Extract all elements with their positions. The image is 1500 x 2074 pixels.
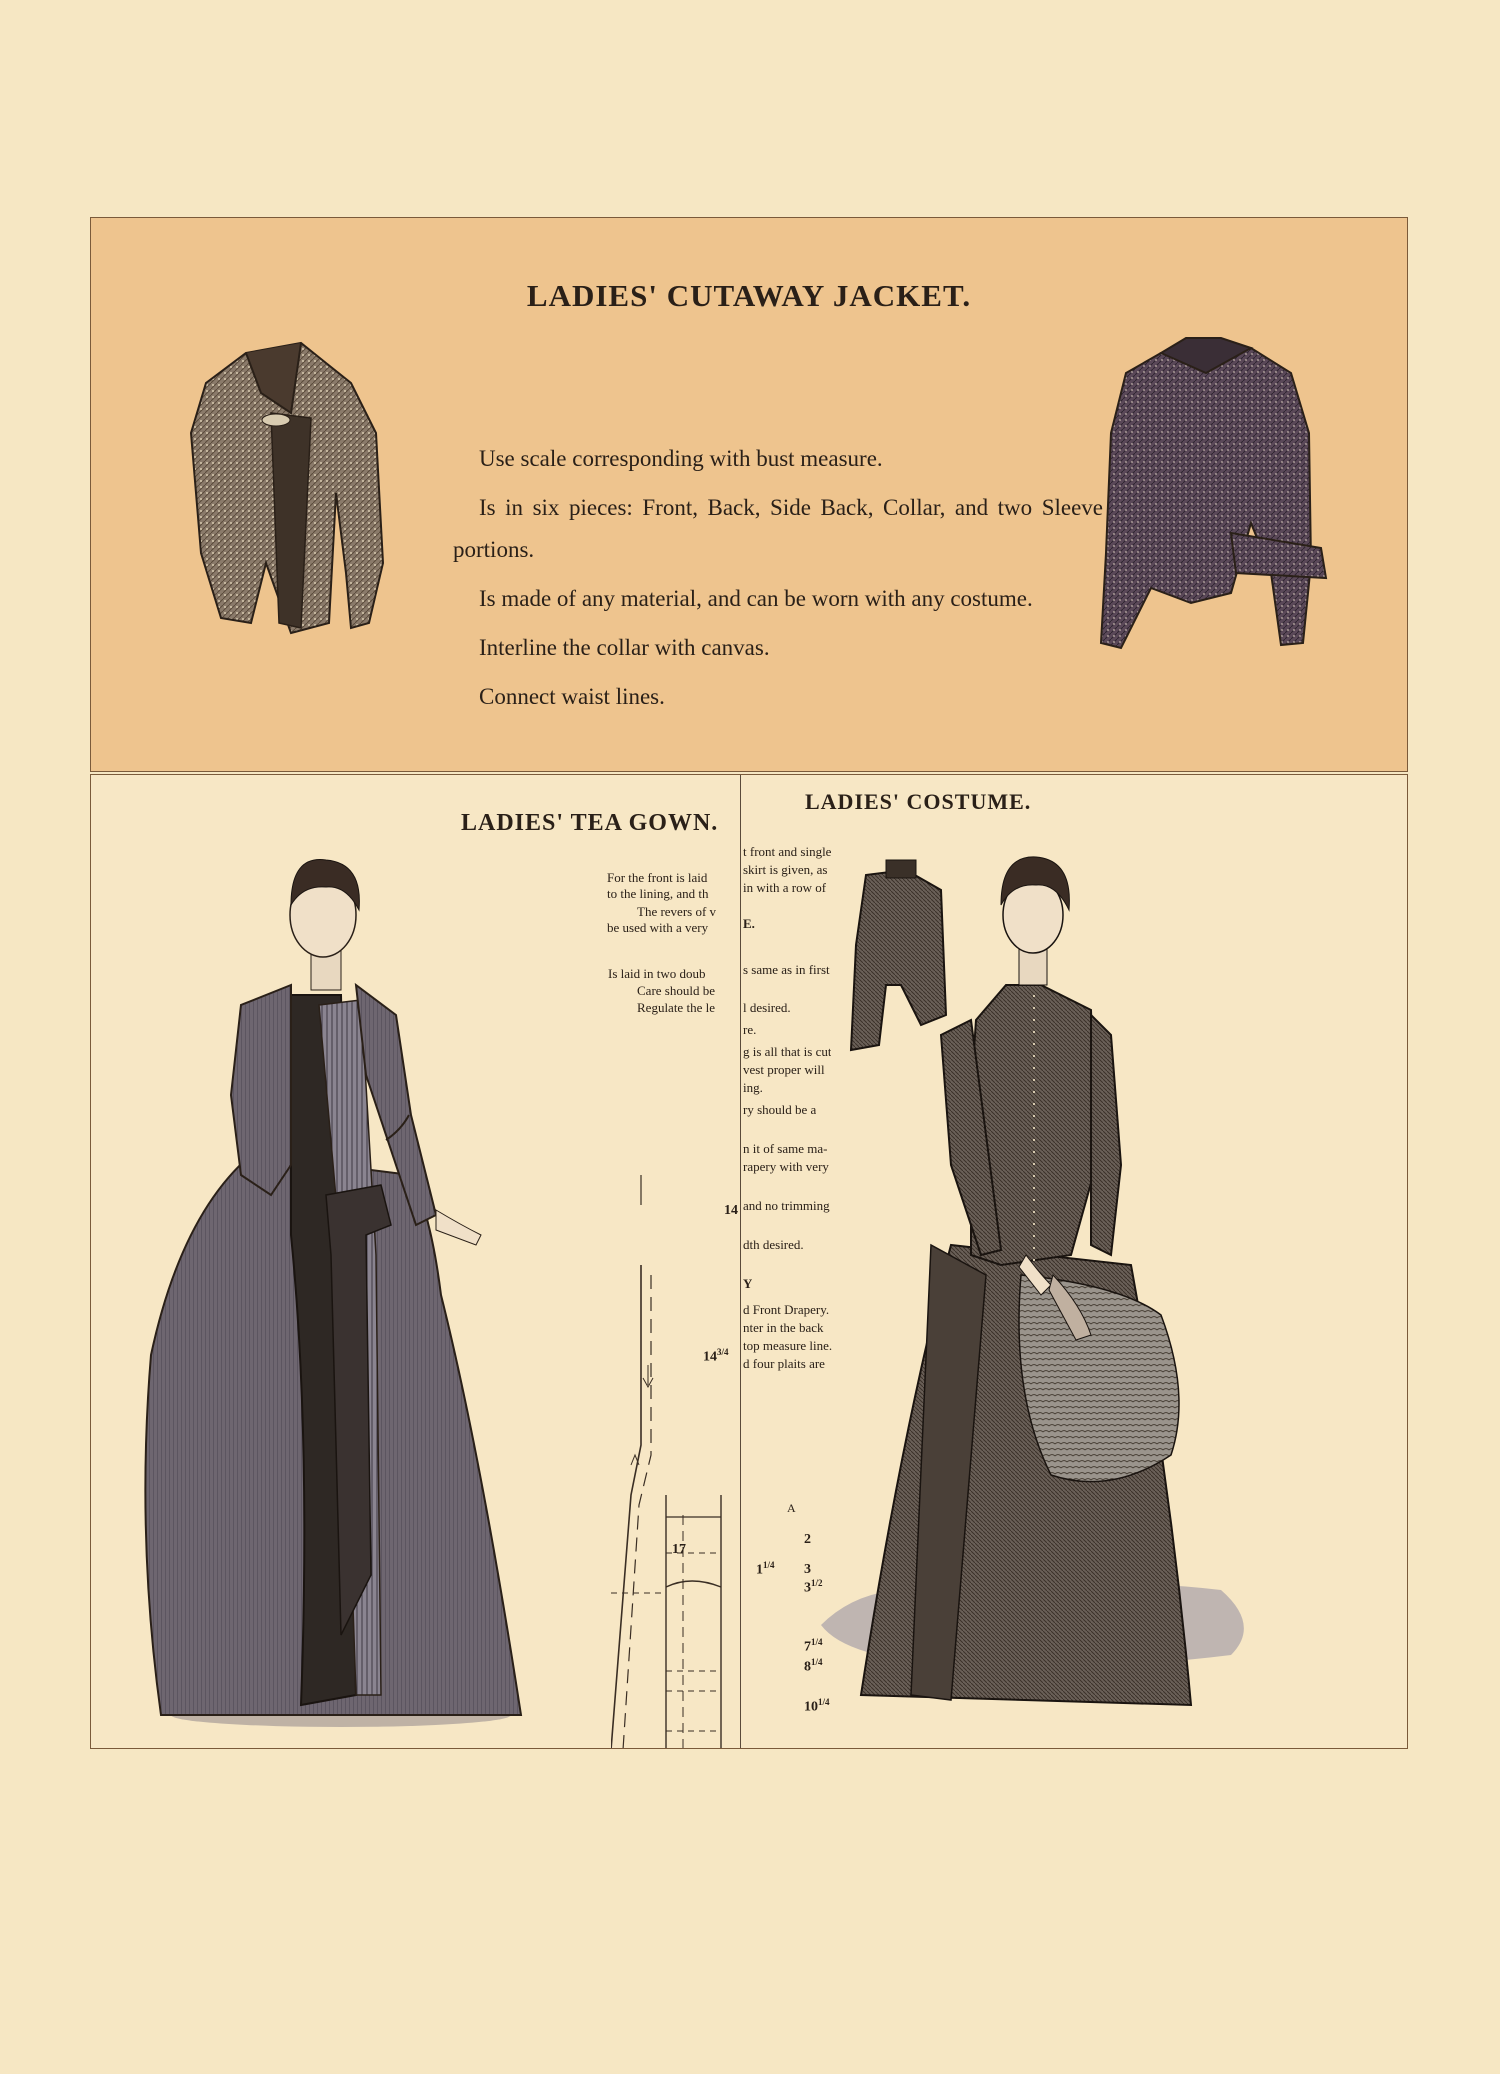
- costume-fragment: E.: [743, 916, 755, 931]
- costume-title: LADIES' COSTUME.: [805, 789, 1032, 814]
- tea-gown-fragment: be used with a very: [607, 920, 709, 935]
- costume-fragment: and no trimming: [743, 1198, 830, 1213]
- costume-fragment: Y: [743, 1276, 753, 1291]
- tea-gown-fragment: The revers of v: [637, 904, 717, 919]
- measure-fraction: 3/4: [717, 1347, 729, 1357]
- costume-fragment: d four plaits are: [743, 1356, 825, 1371]
- costume-fragment: top measure line.: [743, 1338, 833, 1353]
- measure-label: 2: [804, 1532, 811, 1547]
- costume-fragment: g is all that is cut: [743, 1044, 832, 1059]
- tea-gown-fragment: Care should be: [637, 983, 715, 998]
- measure-number: 7: [804, 1639, 811, 1655]
- costume-fragment: in with a row of: [743, 880, 827, 895]
- jacket-title: LADIES' CUTAWAY JACKET.: [526, 278, 972, 313]
- measure-number: 8: [804, 1659, 811, 1675]
- costume-fragment: s same as in first: [743, 962, 830, 977]
- costume-fragment: re.: [743, 1022, 757, 1037]
- tea-gown-illustration: [141, 835, 561, 1735]
- cutaway-jacket-panel: [90, 217, 1408, 772]
- measure-label: 17: [672, 1542, 686, 1557]
- measure-number: 14: [703, 1349, 717, 1365]
- measure-fraction: 1/4: [818, 1697, 830, 1707]
- measure-number: 10: [804, 1699, 818, 1715]
- costume-fragment: ing.: [743, 1080, 763, 1095]
- costume-fragment: dth desired.: [743, 1237, 804, 1252]
- measure-fraction: 1/4: [811, 1637, 823, 1647]
- costume-fragment: d Front Drapery.: [743, 1302, 830, 1317]
- costume-fragment: l desired.: [743, 1000, 791, 1015]
- bleed-through-text: [531, 238, 540, 268]
- measure-number: 1: [756, 1562, 763, 1578]
- gown-costume-panel: [90, 774, 1408, 1749]
- costume-fragment: ry should be a: [743, 1102, 817, 1117]
- jacket-back-illustration: [1081, 333, 1341, 663]
- costume-fragment: rapery with very: [743, 1159, 829, 1174]
- jacket-front-illustration: [151, 323, 401, 663]
- costume-fragment: nter in the back: [743, 1320, 824, 1335]
- jacket-paragraph-2: Is in six pieces: Front, Back, Side Back, Collar, and two Sleeve portions.: [453, 495, 1103, 562]
- costume-fragment: n it of same ma-: [743, 1141, 828, 1156]
- costume-illustration: [791, 835, 1408, 1749]
- costume-fragment: skirt is given, as: [743, 862, 828, 877]
- costume-fragment: t front and single: [743, 844, 832, 859]
- measure-label: 3: [804, 1562, 811, 1577]
- measure-fraction: 1/4: [763, 1560, 775, 1570]
- tea-gown-title: LADIES' TEA GOWN.: [461, 810, 719, 836]
- measure-label: 14: [724, 1203, 738, 1218]
- costume-fragment: vest proper will: [743, 1062, 825, 1077]
- measure-label: [703, 1347, 729, 1366]
- tea-gown-fragment: to the lining, and th: [607, 886, 709, 901]
- jacket-paragraph-3: Is made of any material, and can be worn with any costume.: [479, 586, 1033, 611]
- jacket-description: [453, 438, 1103, 725]
- tea-gown-fragment: Regulate the le: [637, 1000, 715, 1015]
- tea-gown-fragment: For the front is laid: [607, 870, 708, 885]
- jacket-paragraph-4: Interline the collar with canvas.: [479, 635, 770, 660]
- measure-number: 3: [804, 1580, 811, 1596]
- tea-gown-fragment: Is laid in two doub: [608, 966, 706, 981]
- jacket-paragraph-1: Use scale corresponding with bust measure.: [479, 446, 883, 471]
- jacket-paragraph-5: Connect waist lines.: [479, 684, 665, 709]
- measure-fraction: 1/4: [811, 1657, 823, 1667]
- measure-label: [756, 1560, 775, 1579]
- measure-fraction: 1/2: [811, 1578, 823, 1588]
- measure-label: A: [787, 1501, 796, 1515]
